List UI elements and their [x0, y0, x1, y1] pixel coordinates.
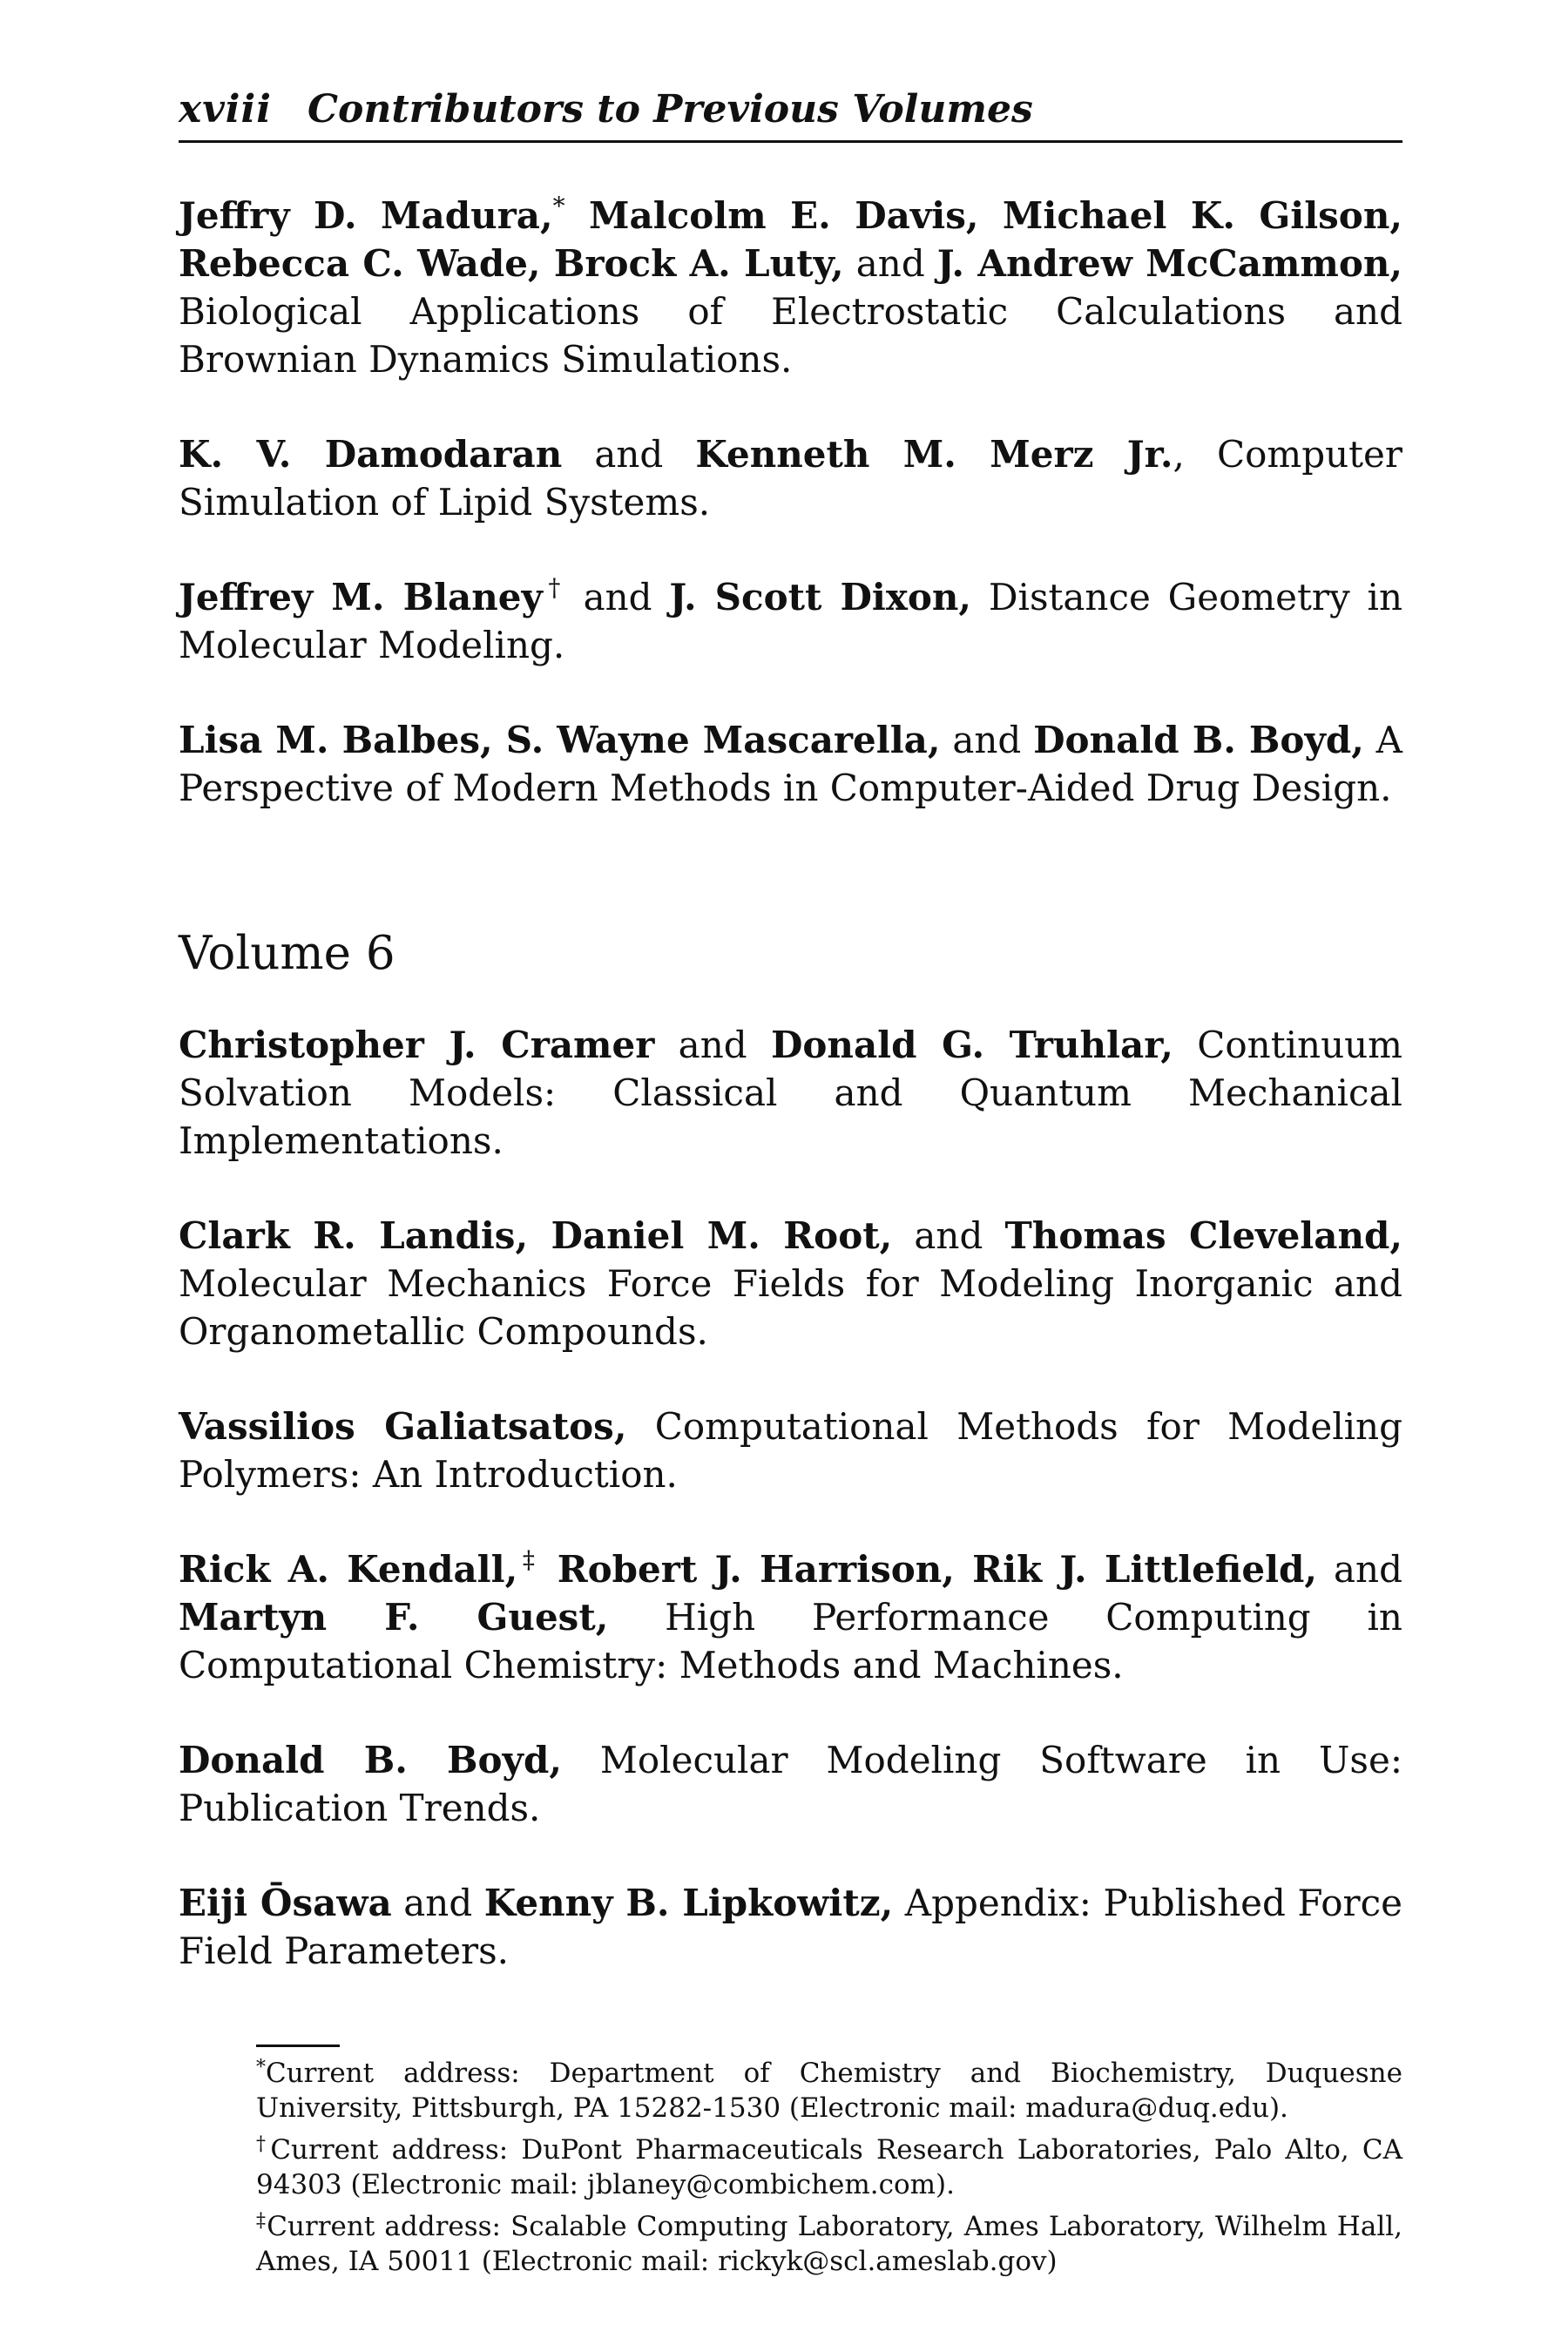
entries-top: [179, 192, 1402, 812]
entries-volume-6: [179, 1021, 1402, 1975]
author-name: Kenny B. Lipkowitz,: [483, 1882, 894, 1924]
author-name: Donald G. Truhlar,: [770, 1024, 1173, 1066]
author-connector: and: [391, 1882, 484, 1924]
chapter-title: Appendix: Published Force Field Parameters.: [179, 1882, 1402, 1972]
author-connector: and: [654, 1024, 771, 1066]
contributor-entry: [179, 1021, 1402, 1165]
footnotes: [179, 2044, 1402, 2279]
author-connector: and: [940, 719, 1034, 761]
author-name: Robert J. Harrison, Rik J. Littlefield,: [539, 1548, 1318, 1591]
author-name: Donald B. Boyd,: [1033, 719, 1364, 761]
author-name: Donald B. Boyd,: [179, 1739, 562, 1781]
footnote-text: Current address: Department of Chemistry and Biochemistry, Duquesne University, Pittsburgh, PA 15282-1530 (Electronic mail: madura@duq.edu).: [256, 2058, 1402, 2124]
author-name: Vassilios Galiatsatos,: [179, 1405, 627, 1448]
contributor-entry: [179, 1736, 1402, 1832]
chapter-title: A Perspective of Modern Methods in Computer-Aided Drug Design.: [179, 719, 1402, 809]
book-page: [179, 83, 1402, 2286]
footnote-marker: ‡: [256, 2210, 267, 2232]
footnote-marker: †: [256, 2133, 271, 2155]
contributor-entry: [179, 1402, 1402, 1498]
author-name: Rick A. Kendall,: [179, 1548, 518, 1591]
contributor-entry: [179, 716, 1402, 812]
page-number: xviii: [179, 87, 272, 132]
author-name: Kenneth M. Merz Jr.: [695, 433, 1173, 476]
author-name: Eiji Ōsawa: [179, 1882, 392, 1924]
footnote: [256, 2056, 1402, 2126]
author-name: Martyn F. Guest,: [179, 1596, 609, 1639]
contributor-entry: [179, 1879, 1402, 1975]
author-name: Lisa M. Balbes, S. Wayne Mascarella,: [179, 719, 941, 761]
contributor-entry: [179, 192, 1402, 383]
author-name: K. V. Damodaran: [179, 433, 563, 476]
author-connector: and: [1317, 1548, 1402, 1591]
author-name: Malcolm E. Davis, Michael K. Gilson, Rebecca C. Wade, Brock A. Luty,: [179, 194, 1402, 285]
footnote-text: Current address: DuPont Pharmaceuticals Research Laboratories, Palo Alto, CA 94303 (Electronic mail: jblaney@combichem.com).: [256, 2134, 1402, 2200]
footnote: [256, 2132, 1402, 2202]
chapter-title: Distance Geometry in Molecular Modeling.: [179, 576, 1402, 666]
contributor-entry: [179, 1545, 1402, 1689]
footnote-marker: *: [256, 2057, 266, 2078]
footnote-marker: *: [552, 192, 565, 220]
chapter-title: Computational Methods for Modeling Polymers: An Introduction.: [179, 1405, 1402, 1496]
footnote-list: [256, 2056, 1402, 2279]
author-name: Clark R. Landis, Daniel M. Root,: [179, 1214, 893, 1257]
footnote-rule: [256, 2044, 340, 2047]
contributor-entry: [179, 430, 1402, 526]
chapter-title: Molecular Mechanics Force Fields for Modeling Inorganic and Organometallic Compounds.: [179, 1262, 1402, 1353]
chapter-title: Molecular Modeling Software in Use: Publication Trends.: [179, 1739, 1402, 1829]
footnote: [256, 2209, 1402, 2279]
author-name: Thomas Cleveland,: [1004, 1214, 1402, 1257]
chapter-title: Biological Applications of Electrostatic Calculations and Brownian Dynamics Simulations.: [179, 290, 1402, 381]
contributor-entry: [179, 573, 1402, 669]
author-name: Christopher J. Cramer: [179, 1024, 655, 1066]
chapter-title: High Performance Computing in Computational Chemistry: Methods and Machines.: [179, 1596, 1402, 1686]
volume-heading: Volume 6: [179, 927, 395, 980]
author-name: Jeffrey M. Blaney: [179, 576, 543, 618]
author-connector: and: [892, 1214, 1005, 1257]
author-connector: and: [565, 576, 670, 618]
running-head: [179, 83, 1402, 143]
author-connector: and: [562, 433, 696, 476]
contributor-entry: [179, 1212, 1402, 1355]
running-head-title: Contributors to Previous Volumes: [308, 87, 1033, 132]
chapter-title: , Computer Simulation of Lipid Systems.: [179, 433, 1402, 524]
footnote-text: Current address: Scalable Computing Laboratory, Ames Laboratory, Wilhelm Hall, Ames, IA 50011 (Electronic mail: rickyk@scl.ameslab.gov): [256, 2211, 1403, 2277]
author-name: Jeffry D. Madura,: [179, 194, 553, 237]
footnote-marker: ‡: [517, 1545, 540, 1574]
author-name: J. Andrew McCammon,: [936, 242, 1403, 285]
footnote-marker: †: [542, 573, 566, 602]
author-connector: and: [843, 242, 937, 285]
chapter-title: Continuum Solvation Models: Classical and Quantum Mechanical Implementations.: [179, 1024, 1402, 1162]
author-name: J. Scott Dixon,: [669, 576, 972, 618]
